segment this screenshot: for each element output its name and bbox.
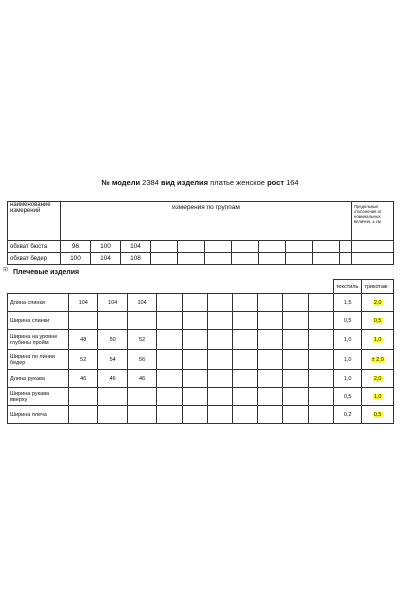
table-move-icon[interactable]: ⊞: [3, 267, 9, 273]
cell: [98, 388, 127, 406]
textile-tolerance: 1,0: [333, 370, 361, 388]
knit-tolerance: 2,0: [373, 299, 382, 306]
cell: 104: [121, 241, 151, 253]
knit-tolerance: 1,0: [373, 393, 382, 400]
textile-tolerance: 1,0: [333, 330, 361, 350]
cell: 46: [98, 370, 127, 388]
cell: 104: [127, 294, 156, 312]
textile-tolerance: 0,2: [333, 406, 361, 424]
row-label: Ширина на уровне глубины пройм: [8, 330, 69, 350]
cell: 100: [61, 253, 91, 265]
knit-tolerance: ± 2,0: [371, 356, 384, 363]
knit-tolerance: 1,0: [373, 336, 382, 343]
cell: [127, 388, 156, 406]
cell: [68, 406, 97, 424]
row-label: обхват бюста: [8, 241, 61, 253]
textile-tolerance: 1,5: [333, 294, 361, 312]
knit-tolerance: 0,5: [373, 411, 382, 418]
table-row: [8, 253, 394, 265]
section-title: Плечевые изделия: [13, 269, 80, 276]
cell: 48: [68, 330, 97, 350]
cell: [68, 312, 97, 330]
height-label: рост: [267, 178, 284, 187]
cell: [127, 312, 156, 330]
knit-tolerance: 0,5: [373, 317, 382, 324]
name-header: наименование измерений: [8, 202, 61, 241]
cell: [68, 388, 97, 406]
table-row: [8, 312, 394, 330]
cell: 50: [98, 330, 127, 350]
cell: 52: [127, 330, 156, 350]
table-row: [8, 370, 394, 388]
row-label: Длина спинки: [8, 294, 69, 312]
cell: 54: [98, 350, 127, 370]
cell: 46: [68, 370, 97, 388]
row-label: Ширина по линии бедер: [8, 350, 69, 370]
document-title: [0, 178, 400, 187]
table-row: [8, 241, 394, 253]
cell: [98, 406, 127, 424]
height-value: 164: [286, 178, 299, 187]
table-row: [8, 294, 394, 312]
cell: 52: [68, 350, 97, 370]
groups-header: измерения по группам: [61, 202, 352, 241]
row-label: Ширина рукава вверху: [8, 388, 69, 406]
row-label: Длина рукава: [8, 370, 69, 388]
col-knit: трикотаж: [362, 280, 394, 294]
row-label: Ширина спинки: [8, 312, 69, 330]
table-row: [8, 406, 394, 424]
knit-tolerance: 2,0: [373, 375, 382, 382]
row-label: обхват бедер: [8, 253, 61, 265]
model-label: № модели: [101, 178, 141, 187]
measurements-table: [7, 201, 394, 265]
model-number: 2384: [142, 178, 159, 187]
cell: [98, 312, 127, 330]
shoulder-items-table: [7, 279, 394, 424]
textile-tolerance: 0,5: [333, 312, 361, 330]
cell: 104: [68, 294, 97, 312]
row-label: Ширина плеча: [8, 406, 69, 424]
cell: 46: [127, 370, 156, 388]
cell: [127, 406, 156, 424]
table-row: [8, 350, 394, 370]
cell: 104: [91, 253, 121, 265]
cell: 108: [121, 253, 151, 265]
cell: 100: [91, 241, 121, 253]
col-textile: текстиль: [333, 280, 361, 294]
table-row: [8, 330, 394, 350]
kind-value: платье женское: [210, 178, 265, 187]
tolerance-note: Предельные отклонения от номинальных величин, ± см: [352, 202, 394, 241]
kind-label: вид изделия: [160, 178, 209, 187]
cell: 104: [98, 294, 127, 312]
textile-tolerance: 0,5: [333, 388, 361, 406]
cell: 56: [127, 350, 156, 370]
table-row: [8, 388, 394, 406]
textile-tolerance: 1,0: [333, 350, 361, 370]
cell: 96: [61, 241, 91, 253]
